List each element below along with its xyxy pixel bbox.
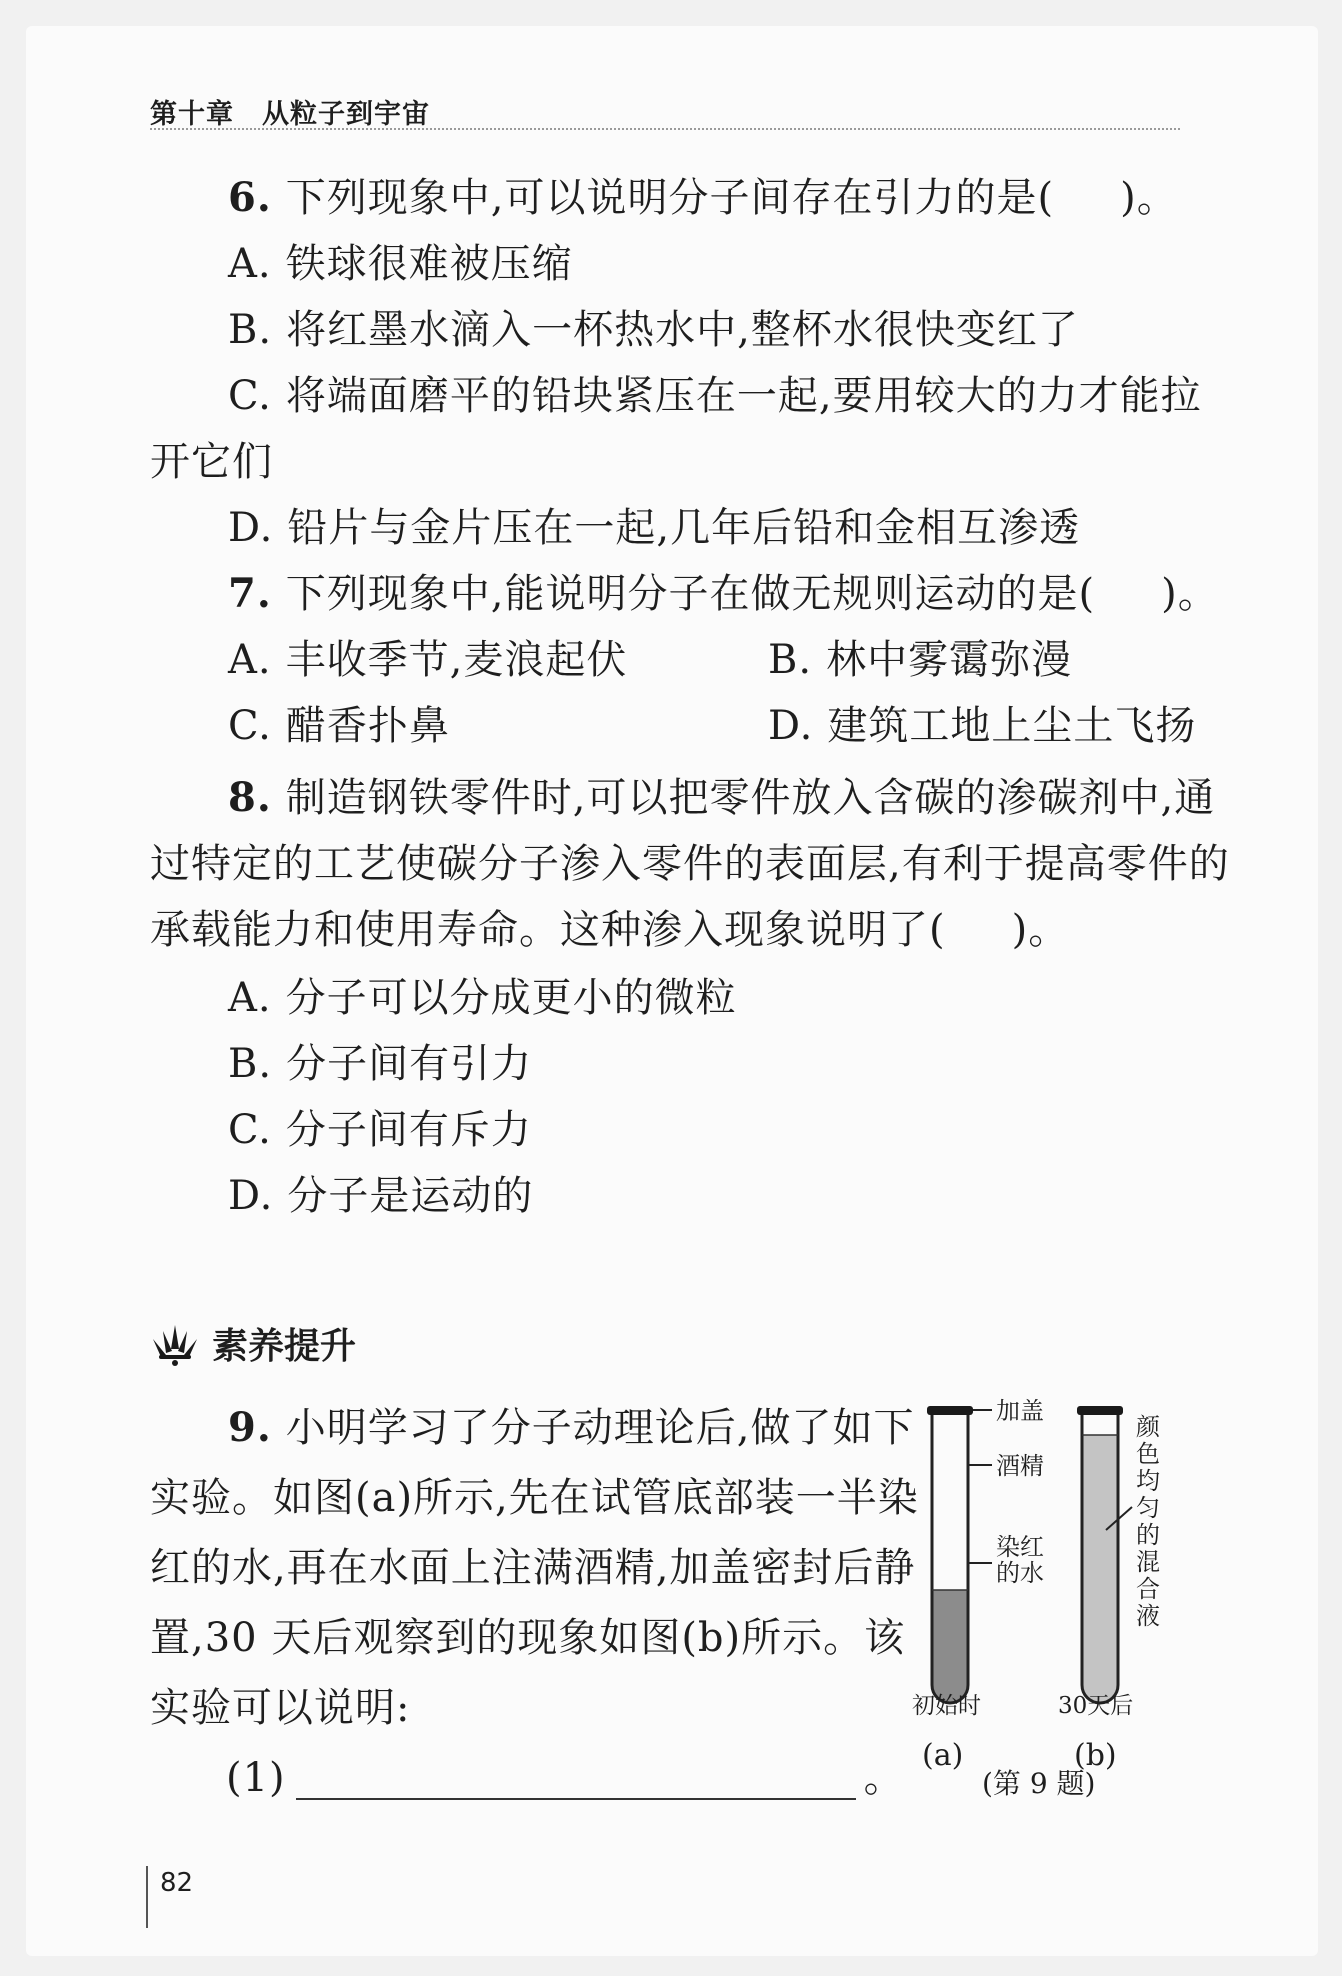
lid [1077,1406,1123,1415]
section-title [150,1318,356,1369]
page-number-bar [146,1866,148,1928]
q6-option-b [228,308,1079,352]
q7-stem [228,572,1219,616]
chapter-header [150,92,430,131]
header-divider [150,128,1180,130]
page-number: 82 [160,1868,194,1898]
label-lid: 加盖 [996,1397,1044,1425]
test-tube-a [927,1406,992,1703]
q9-stem-line-2: 实验。如图(a)所示,先在试管底部装一半染 [150,1475,919,1521]
q6-option-c-continued: 开它们 [150,439,273,485]
caption-a-time: 初始时 [912,1693,981,1719]
caption-a: (a) [922,1738,964,1773]
label-mixture-char: 色 [1136,1440,1160,1468]
option-text: 分子间有斥力 [285,1107,532,1153]
chapter-number: 第十章 [150,99,234,130]
option-label: A. [228,241,272,287]
q8-option-b [228,1042,532,1086]
label-mixture-char: 的 [1136,1521,1160,1549]
option-text: 铁球很难被压缩 [285,241,573,287]
q8-close: )。 [1011,907,1070,953]
option-label: B. [228,1041,273,1087]
q8-number: 8. [228,774,272,821]
option-label: C. [228,1107,272,1153]
q6-option-a [228,242,573,286]
label-red-water-2: 的水 [996,1559,1044,1587]
red-water-fill [932,1590,968,1703]
q6-option-c [228,374,1202,418]
q9-text: 小明学习了分子动理论后,做了如下 [285,1405,915,1451]
option-text: 林中雾霭弥漫 [826,637,1073,683]
option-text: 将红墨水滴入一杯热水中,整杯水很快变红了 [286,307,1079,353]
label-mixture-char: 混 [1136,1548,1160,1576]
test-tube-b [1077,1406,1132,1703]
label-red-water-1: 染红 [996,1533,1044,1561]
test-tube-figure [910,1395,1210,1725]
q7-option-c [228,704,450,748]
section-title-text: 素养提升 [212,1326,357,1367]
option-label: D. [228,505,274,551]
option-text: 丰收季节,麦浪起伏 [285,637,628,683]
chapter-title: 从粒子到宇宙 [262,99,430,130]
mixture-fill [1082,1435,1118,1703]
sub-question-label: (1) [226,1755,286,1801]
q7-close: )。 [1161,571,1219,617]
caption-b: (b) [1074,1738,1117,1773]
option-label: C. [228,373,272,419]
q8-stem-line-1 [228,776,1215,820]
q9-stem-line-3: 红的水,再在水面上注满酒精,加盖密封后静 [150,1545,916,1591]
q9-stem-line-5: 实验可以说明: [150,1685,411,1731]
label-mixture-char: 合 [1136,1575,1160,1603]
option-text: 将端面磨平的铅块紧压在一起,要用较大的力才能拉 [285,373,1202,419]
q8-stem-line-2: 过特定的工艺使碳分子渗入零件的表面层,有利于提高零件的 [150,841,1230,887]
q9-stem-line-1 [228,1406,914,1450]
q7-number: 7. [228,570,272,617]
answer-blank[interactable] [296,1758,856,1800]
label-mixture-char: 液 [1136,1602,1160,1630]
q6-stem-text: 下列现象中,可以说明分子间存在引力的是( [285,175,1055,221]
q7-stem-text: 下列现象中,能说明分子在做无规则运动的是( [285,571,1096,617]
q8-option-c [228,1108,532,1152]
label-mixture-char: 颜 [1136,1413,1160,1441]
q8-option-d [228,1174,533,1218]
q9-stem-line-4: 置,30 天后观察到的现象如图(b)所示。该 [150,1615,906,1661]
q6-close: )。 [1120,175,1178,221]
option-label: D. [228,1173,274,1219]
option-label: A. [228,975,272,1021]
q8-text: 承载能力和使用寿命。这种渗入现象说明了( [150,907,946,953]
q9-number: 9. [228,1404,272,1451]
option-label: B. [228,307,273,353]
q8-option-a [228,976,737,1020]
option-text: 分子可以分成更小的微粒 [285,975,737,1021]
option-text: 建筑工地上尘土飞扬 [827,703,1197,749]
q6-number: 6. [228,174,272,221]
question-figure-caption: (第 9 题) [982,1767,1096,1800]
q8-text: 制造钢铁零件时,可以把零件放入含碳的渗碳剂中,通 [285,775,1216,821]
option-label: B. [768,637,813,683]
label-mixture-char: 均 [1136,1467,1160,1495]
option-label: A. [228,637,272,683]
option-label: C. [228,703,272,749]
label-mixture [1136,1413,1161,1630]
option-text: 分子间有引力 [286,1041,533,1087]
q6-stem [228,176,1178,220]
option-label: D. [768,703,814,749]
q6-option-d [228,506,1080,550]
crown-icon [150,1321,200,1367]
label-mixture-char: 匀 [1136,1494,1160,1522]
option-text: 分子是运动的 [287,1173,534,1219]
q9-sub-question-1 [226,1756,905,1800]
option-text: 醋香扑鼻 [285,703,450,749]
sub-question-end: 。 [863,1755,905,1801]
label-alcohol: 酒精 [996,1452,1044,1480]
q7-option-a [228,638,627,682]
caption-b-time: 30天后 [1058,1693,1134,1719]
option-text: 铅片与金片压在一起,几年后铅和金相互渗透 [287,505,1081,551]
q7-option-d [768,704,1196,748]
q8-stem-line-3 [150,908,1069,952]
lid [927,1406,973,1415]
q7-option-b [768,638,1072,682]
